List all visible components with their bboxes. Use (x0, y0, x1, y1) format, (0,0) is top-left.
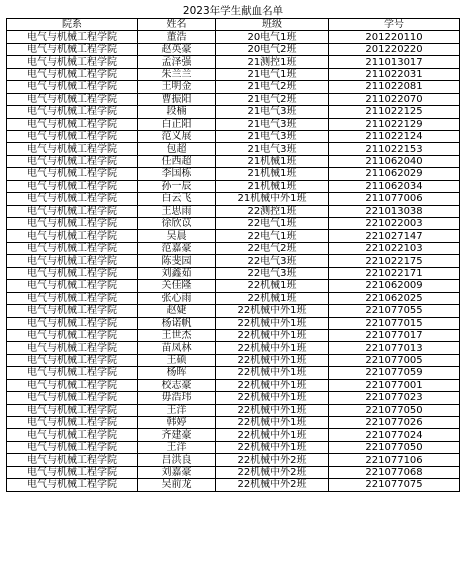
class-cell: 21测控1班 (216, 56, 329, 68)
student-id-cell: 221077017 (329, 329, 460, 341)
title-row (7, 5, 460, 19)
table-row (7, 441, 460, 453)
name-cell: 王洋 (138, 404, 216, 416)
class-cell: 21电气1班 (216, 68, 329, 80)
student-id-cell: 221077023 (329, 392, 460, 404)
table-body (7, 31, 460, 491)
table-row (7, 93, 460, 105)
name-cell: 白云飞 (138, 193, 216, 205)
department-cell: 电气与机械工程学院 (7, 354, 138, 366)
department-cell: 电气与机械工程学院 (7, 143, 138, 155)
table-row (7, 392, 460, 404)
name-cell: 苗凤林 (138, 342, 216, 354)
department-cell: 电气与机械工程学院 (7, 441, 138, 453)
student-id-cell: 221077055 (329, 305, 460, 317)
class-cell: 22电气2班 (216, 242, 329, 254)
table-row (7, 429, 460, 441)
name-cell: 吕洪良 (138, 454, 216, 466)
student-id-cell: 221077026 (329, 417, 460, 429)
department-cell: 电气与机械工程学院 (7, 43, 138, 55)
department-cell: 电气与机械工程学院 (7, 267, 138, 279)
table-row (7, 454, 460, 466)
department-cell: 电气与机械工程学院 (7, 454, 138, 466)
class-cell: 21电气2班 (216, 81, 329, 93)
name-cell: 刘嘉豪 (138, 466, 216, 478)
header-row (7, 19, 460, 31)
name-cell: 刘鑫茹 (138, 267, 216, 279)
department-cell: 电气与机械工程学院 (7, 305, 138, 317)
student-id-cell: 221022171 (329, 267, 460, 279)
table-row (7, 68, 460, 80)
name-cell: 赵英豪 (138, 43, 216, 55)
student-id-cell: 221022003 (329, 218, 460, 230)
name-cell: 韩婷 (138, 417, 216, 429)
department-cell: 电气与机械工程学院 (7, 180, 138, 192)
class-cell: 22机械中外1班 (216, 329, 329, 341)
table-row (7, 130, 460, 142)
name-cell: 吴前龙 (138, 479, 216, 491)
name-cell: 赵婕 (138, 305, 216, 317)
department-cell: 电气与机械工程学院 (7, 342, 138, 354)
table-row (7, 118, 460, 130)
department-cell: 电气与机械工程学院 (7, 404, 138, 416)
class-cell: 22机械中外1班 (216, 429, 329, 441)
table-row (7, 280, 460, 292)
class-cell: 20电气2班 (216, 43, 329, 55)
class-cell: 21电气3班 (216, 106, 329, 118)
department-cell: 电气与机械工程学院 (7, 280, 138, 292)
name-cell: 朱兰兰 (138, 68, 216, 80)
department-cell: 电气与机械工程学院 (7, 56, 138, 68)
class-cell: 21电气3班 (216, 118, 329, 130)
name-cell: 杨晖 (138, 367, 216, 379)
student-id-cell: 221062025 (329, 292, 460, 304)
student-id-cell: 211077006 (329, 193, 460, 205)
name-cell: 范义展 (138, 130, 216, 142)
name-cell: 陈斐园 (138, 255, 216, 267)
student-id-cell: 211022124 (329, 130, 460, 142)
student-id-cell: 221077015 (329, 317, 460, 329)
department-cell: 电气与机械工程学院 (7, 93, 138, 105)
student-id-cell: 221022175 (329, 255, 460, 267)
name-cell: 曹振阳 (138, 93, 216, 105)
class-cell: 22机械中外2班 (216, 454, 329, 466)
department-cell: 电气与机械工程学院 (7, 379, 138, 391)
name-cell: 董浩 (138, 31, 216, 43)
name-cell: 段楠 (138, 106, 216, 118)
name-cell: 王洋 (138, 441, 216, 453)
class-cell: 21机械1班 (216, 180, 329, 192)
student-id-cell: 211022125 (329, 106, 460, 118)
name-cell: 张心雨 (138, 292, 216, 304)
student-id-cell: 211022070 (329, 93, 460, 105)
class-cell: 22机械中外1班 (216, 379, 329, 391)
table-row (7, 180, 460, 192)
table-row (7, 267, 460, 279)
student-id-cell: 211022081 (329, 81, 460, 93)
department-cell: 电气与机械工程学院 (7, 317, 138, 329)
table-row (7, 155, 460, 167)
department-cell: 电气与机械工程学院 (7, 255, 138, 267)
student-id-cell: 201220220 (329, 43, 460, 55)
class-cell: 22机械中外1班 (216, 441, 329, 453)
name-cell: 校志豪 (138, 379, 216, 391)
student-id-cell: 221077050 (329, 404, 460, 416)
department-cell: 电气与机械工程学院 (7, 218, 138, 230)
header-class: 班级 (216, 19, 329, 31)
name-cell: 王硕 (138, 354, 216, 366)
student-id-cell: 221077059 (329, 367, 460, 379)
student-id-cell: 221077075 (329, 479, 460, 491)
blood-donation-sheet (6, 5, 459, 492)
table-row (7, 466, 460, 478)
class-cell: 22电气1班 (216, 230, 329, 242)
name-cell: 任西超 (138, 155, 216, 167)
class-cell: 22电气3班 (216, 255, 329, 267)
class-cell: 22机械中外1班 (216, 354, 329, 366)
department-cell: 电气与机械工程学院 (7, 242, 138, 254)
class-cell: 22机械中外1班 (216, 367, 329, 379)
department-cell: 电气与机械工程学院 (7, 168, 138, 180)
class-cell: 21机械中外1班 (216, 193, 329, 205)
department-cell: 电气与机械工程学院 (7, 130, 138, 142)
name-cell: 王明金 (138, 81, 216, 93)
department-cell: 电气与机械工程学院 (7, 479, 138, 491)
name-cell: 王思雨 (138, 205, 216, 217)
student-id-cell: 211022153 (329, 143, 460, 155)
department-cell: 电气与机械工程学院 (7, 367, 138, 379)
name-cell: 关佳隆 (138, 280, 216, 292)
name-cell: 毋浩玮 (138, 392, 216, 404)
name-cell: 范嘉豪 (138, 242, 216, 254)
table-row (7, 143, 460, 155)
student-id-cell: 221062009 (329, 280, 460, 292)
student-id-cell: 221027147 (329, 230, 460, 242)
table-row (7, 354, 460, 366)
name-cell: 孙一辰 (138, 180, 216, 192)
name-cell: 孟泽强 (138, 56, 216, 68)
student-id-cell: 221077001 (329, 379, 460, 391)
student-id-cell: 211062029 (329, 168, 460, 180)
student-id-cell: 211062034 (329, 180, 460, 192)
student-id-cell: 221077068 (329, 466, 460, 478)
student-id-cell: 211013017 (329, 56, 460, 68)
table-row (7, 56, 460, 68)
class-cell: 22机械中外1班 (216, 342, 329, 354)
name-cell: 白正阳 (138, 118, 216, 130)
class-cell: 22机械1班 (216, 280, 329, 292)
name-cell: 徐欣苡 (138, 218, 216, 230)
name-cell: 包超 (138, 143, 216, 155)
class-cell: 20电气1班 (216, 31, 329, 43)
class-cell: 22机械中外2班 (216, 466, 329, 478)
name-cell: 王世杰 (138, 329, 216, 341)
class-cell: 22机械中外1班 (216, 392, 329, 404)
table-row (7, 81, 460, 93)
table-row (7, 417, 460, 429)
table-row (7, 305, 460, 317)
name-cell: 齐建豪 (138, 429, 216, 441)
class-cell: 22机械中外1班 (216, 317, 329, 329)
department-cell: 电气与机械工程学院 (7, 68, 138, 80)
table-row (7, 43, 460, 55)
table-row (7, 342, 460, 354)
table-row (7, 317, 460, 329)
table-row (7, 292, 460, 304)
table-row (7, 255, 460, 267)
class-cell: 21机械1班 (216, 155, 329, 167)
class-cell: 22机械中外2班 (216, 479, 329, 491)
table-row (7, 379, 460, 391)
department-cell: 电气与机械工程学院 (7, 417, 138, 429)
table-row (7, 168, 460, 180)
table-row (7, 218, 460, 230)
department-cell: 电气与机械工程学院 (7, 392, 138, 404)
table-row (7, 230, 460, 242)
class-cell: 21电气3班 (216, 143, 329, 155)
class-cell: 22机械中外1班 (216, 305, 329, 317)
student-id-cell: 221022103 (329, 242, 460, 254)
class-cell: 22机械中外1班 (216, 417, 329, 429)
donor-table (6, 5, 460, 492)
department-cell: 电气与机械工程学院 (7, 230, 138, 242)
student-id-cell: 201220110 (329, 31, 460, 43)
student-id-cell: 221077013 (329, 342, 460, 354)
department-cell: 电气与机械工程学院 (7, 155, 138, 167)
table-row (7, 367, 460, 379)
sheet-title: 2023年学生献血名单 (182, 5, 284, 17)
department-cell: 电气与机械工程学院 (7, 81, 138, 93)
name-cell: 吴晨 (138, 230, 216, 242)
department-cell: 电气与机械工程学院 (7, 106, 138, 118)
name-cell: 杨诺帆 (138, 317, 216, 329)
student-id-cell: 221077050 (329, 441, 460, 453)
department-cell: 电气与机械工程学院 (7, 329, 138, 341)
student-id-cell: 221013038 (329, 205, 460, 217)
table-row (7, 193, 460, 205)
department-cell: 电气与机械工程学院 (7, 205, 138, 217)
student-id-cell: 211022129 (329, 118, 460, 130)
header-student-id: 学号 (329, 19, 460, 31)
header-name: 姓名 (138, 19, 216, 31)
class-cell: 21电气2班 (216, 93, 329, 105)
department-cell: 电气与机械工程学院 (7, 193, 138, 205)
header-department: 院系 (7, 19, 138, 31)
class-cell: 22机械中外1班 (216, 404, 329, 416)
student-id-cell: 221077106 (329, 454, 460, 466)
class-cell: 22电气1班 (216, 218, 329, 230)
class-cell: 21机械1班 (216, 168, 329, 180)
class-cell: 22测控1班 (216, 205, 329, 217)
name-cell: 李国栋 (138, 168, 216, 180)
table-row (7, 404, 460, 416)
class-cell: 21电气3班 (216, 130, 329, 142)
table-row (7, 31, 460, 43)
table-row (7, 479, 460, 491)
table-row (7, 106, 460, 118)
department-cell: 电气与机械工程学院 (7, 466, 138, 478)
department-cell: 电气与机械工程学院 (7, 31, 138, 43)
department-cell: 电气与机械工程学院 (7, 292, 138, 304)
student-id-cell: 211062040 (329, 155, 460, 167)
department-cell: 电气与机械工程学院 (7, 118, 138, 130)
table-row (7, 242, 460, 254)
table-row (7, 329, 460, 341)
student-id-cell: 211022031 (329, 68, 460, 80)
student-id-cell: 221077005 (329, 354, 460, 366)
student-id-cell: 221077024 (329, 429, 460, 441)
class-cell: 22电气3班 (216, 267, 329, 279)
department-cell: 电气与机械工程学院 (7, 429, 138, 441)
table-row (7, 205, 460, 217)
class-cell: 22机械1班 (216, 292, 329, 304)
